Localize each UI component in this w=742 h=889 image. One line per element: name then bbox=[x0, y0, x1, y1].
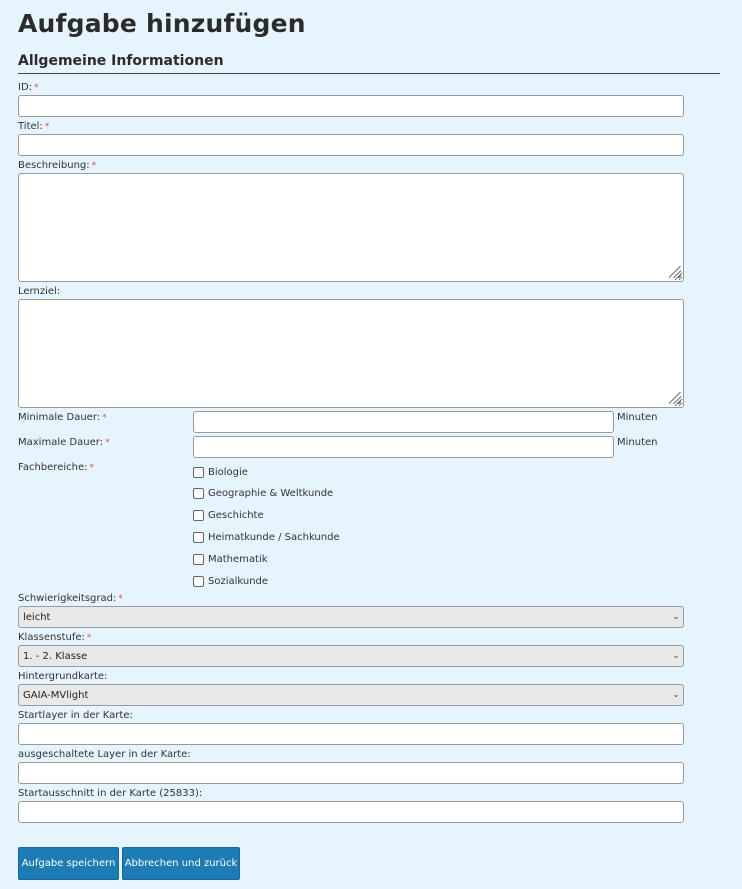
schwierigkeitsgrad-select[interactable] bbox=[18, 606, 684, 628]
section-title: Allgemeine Informationen bbox=[18, 53, 224, 69]
checkbox-sozialkunde[interactable] bbox=[193, 576, 204, 587]
chevron-down-icon: ⌄ bbox=[672, 612, 680, 622]
checkbox-heimatkunde[interactable] bbox=[193, 532, 204, 543]
checkbox-label: Sozialkunde bbox=[208, 575, 269, 587]
required-marker: * bbox=[91, 161, 97, 171]
checkbox-mathematik[interactable] bbox=[193, 554, 204, 565]
checkbox-biologie[interactable] bbox=[193, 467, 204, 478]
ausgeschaltete-layer-label: ausgeschaltete Layer in der Karte: bbox=[18, 749, 191, 760]
id-label: ID: * bbox=[18, 82, 39, 93]
required-marker: * bbox=[102, 413, 107, 423]
startlayer-label: Startlayer in der Karte: bbox=[18, 710, 133, 721]
required-marker: * bbox=[105, 438, 110, 448]
hintergrundkarte-select[interactable] bbox=[18, 684, 684, 706]
lernziel-label: Lernziel: bbox=[18, 286, 61, 297]
checkbox-label: Geographie & Weltkunde bbox=[208, 487, 334, 499]
id-field[interactable] bbox=[18, 95, 684, 117]
chevron-down-icon: ⌄ bbox=[672, 690, 680, 700]
startlayer-field[interactable] bbox=[18, 723, 684, 745]
max-dauer-label: Maximale Dauer: * bbox=[18, 437, 110, 448]
required-marker: * bbox=[118, 594, 123, 604]
checkbox-label: Geschichte bbox=[208, 509, 264, 521]
select-value: 1. - 2. Klasse bbox=[23, 650, 88, 662]
checkbox-geographie[interactable] bbox=[193, 488, 204, 499]
chevron-down-icon: ⌄ bbox=[672, 651, 680, 661]
required-marker: * bbox=[44, 122, 50, 132]
titel-field[interactable] bbox=[18, 134, 684, 156]
min-dauer-field[interactable] bbox=[193, 411, 614, 433]
page-title: Aufgabe hinzufügen bbox=[18, 9, 306, 38]
fachbereich-option[interactable] bbox=[193, 552, 268, 566]
min-dauer-unit: Minuten bbox=[617, 412, 658, 423]
fachbereich-option[interactable] bbox=[193, 574, 268, 588]
min-dauer-label: Minimale Dauer: * bbox=[18, 412, 107, 423]
schwierigkeitsgrad-label: Schwierigkeitsgrad: * bbox=[18, 593, 123, 604]
required-marker: * bbox=[89, 463, 94, 473]
startausschnitt-label: Startausschnitt in der Karte (25833): bbox=[18, 788, 203, 799]
checkbox-label: Heimatkunde / Sachkunde bbox=[208, 531, 340, 543]
titel-label: Titel: * bbox=[18, 121, 50, 132]
hintergrundkarte-label: Hintergrundkarte: bbox=[18, 671, 108, 682]
max-dauer-field[interactable] bbox=[193, 436, 614, 458]
checkbox-label: Biologie bbox=[208, 466, 248, 478]
fachbereich-option[interactable] bbox=[193, 486, 333, 500]
beschreibung-label: Beschreibung: * bbox=[18, 160, 97, 171]
fachbereich-option[interactable] bbox=[193, 530, 340, 544]
fachbereich-option[interactable] bbox=[193, 508, 264, 522]
ausgeschaltete-layer-field[interactable] bbox=[18, 762, 684, 784]
klassenstufe-select[interactable] bbox=[18, 645, 684, 667]
save-button[interactable]: Aufgabe speichern bbox=[18, 847, 119, 880]
beschreibung-textarea[interactable] bbox=[18, 173, 684, 282]
lernziel-textarea[interactable] bbox=[18, 299, 684, 408]
select-value: leicht bbox=[23, 611, 51, 623]
checkbox-geschichte[interactable] bbox=[193, 510, 204, 521]
fachbereich-option[interactable] bbox=[193, 465, 248, 479]
required-marker: * bbox=[34, 83, 39, 93]
klassenstufe-label: Klassenstufe: * bbox=[18, 632, 92, 643]
startausschnitt-field[interactable] bbox=[18, 801, 684, 823]
required-marker: * bbox=[86, 633, 92, 643]
checkbox-label: Mathematik bbox=[208, 553, 268, 565]
fachbereiche-label: Fachbereiche: * bbox=[18, 462, 94, 473]
select-value: GAIA-MVlight bbox=[23, 689, 89, 701]
cancel-button[interactable]: Abbrechen und zurück bbox=[122, 847, 240, 880]
section-divider bbox=[18, 73, 720, 74]
max-dauer-unit: Minuten bbox=[617, 437, 658, 448]
